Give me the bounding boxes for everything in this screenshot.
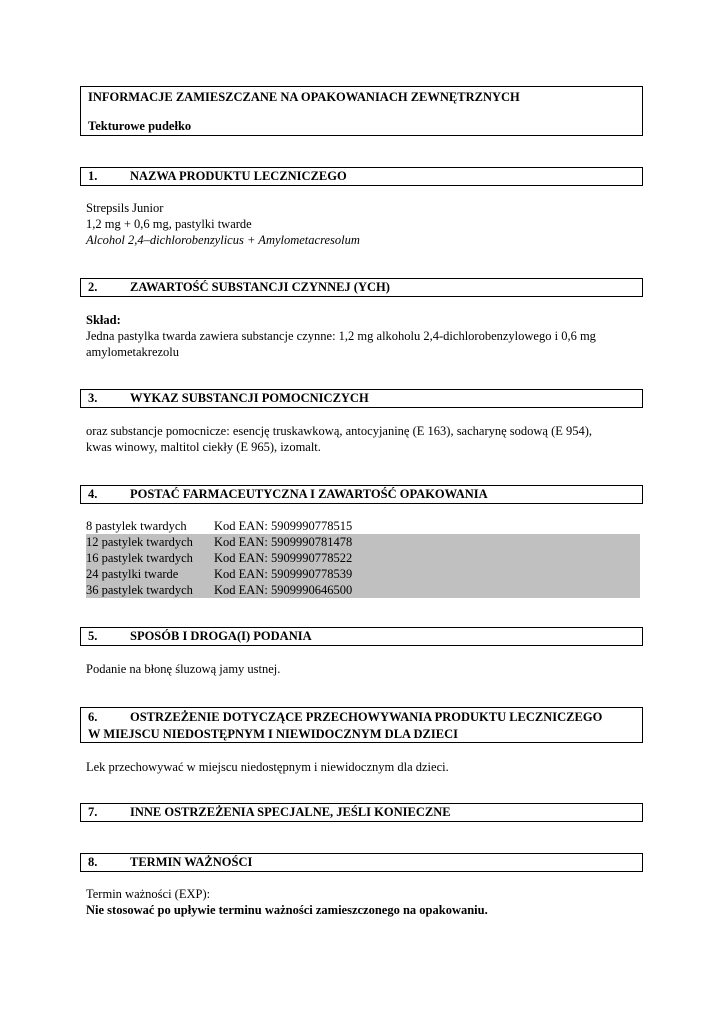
- section-title: NAZWA PRODUKTU LECZNICZEGO: [130, 169, 347, 183]
- section-7-heading: [80, 803, 643, 822]
- section-number: 1.: [88, 169, 98, 183]
- excipients-line: kwas winowy, maltitol ciekły (E 965), izomalt.: [86, 440, 321, 454]
- pack-row: [86, 582, 640, 598]
- section-title: WYKAZ SUBSTANCJI POMOCNICZYCH: [130, 391, 369, 405]
- expiry-warning: Nie stosować po upływie terminu ważności zamieszczonego na opakowaniu.: [86, 903, 488, 917]
- section-title: ZAWARTOŚĆ SUBSTANCJI CZYNNEJ (YCH): [130, 280, 390, 294]
- composition-text-line: Jedna pastylka twarda zawiera substancje czynne: 1,2 mg alkoholu 2,4-dichlorobenzylowego i 0,6 mg: [86, 329, 596, 343]
- expiry-label: Termin ważności (EXP):: [86, 887, 211, 901]
- section-1-heading: [80, 167, 643, 186]
- ean-code: Kod EAN: 5909990778539: [214, 567, 353, 581]
- pack-size: 8 pastylek twardych: [86, 519, 187, 533]
- section-title: POSTAĆ FARMACEUTYCZNA I ZAWARTOŚĆ OPAKOWANIA: [130, 487, 488, 501]
- product-latin-name: Alcohol 2,4–dichlorobenzylicus + Amylometacresolum: [86, 233, 360, 247]
- pack-size: 24 pastylki twarde: [86, 567, 179, 581]
- section-3-body: [86, 423, 592, 455]
- section-2-heading: [80, 278, 643, 297]
- section-number: 3.: [88, 391, 98, 405]
- section-number: 2.: [88, 280, 98, 294]
- header-box: [80, 86, 643, 136]
- composition-text-line: amylometakrezolu: [86, 345, 180, 359]
- composition-label: Skład:: [86, 313, 121, 327]
- section-2-body: [86, 312, 596, 360]
- section-title-continued: W MIEJSCU NIEDOSTĘPNYM I NIEWIDOCZNYM DLA DZIECI: [88, 727, 458, 741]
- section-6-heading: [80, 707, 643, 743]
- excipients-line: oraz substancje pomocnicze: esencję truskawkową, antocyjaninę (E 163), sacharynę sodową (E 954),: [86, 424, 593, 438]
- section-8-body: [86, 886, 488, 918]
- section-6-body: [86, 759, 449, 775]
- storage-warning-text: Lek przechowywać w miejscu niedostępnym i niewidocznym dla dzieci.: [86, 760, 449, 774]
- pack-row: [86, 550, 640, 566]
- section-3-heading: [80, 389, 643, 408]
- page-title: INFORMACJE ZAMIESZCZANE NA OPAKOWANIACH ZEWNĘTRZNYCH: [88, 90, 520, 104]
- pack-size: 16 pastylek twardych: [86, 551, 193, 565]
- pack-table: [86, 518, 640, 598]
- ean-code: Kod EAN: 5909990778522: [214, 551, 353, 565]
- page-subtitle: Tekturowe pudełko: [88, 119, 192, 133]
- section-8-heading: [80, 853, 643, 872]
- section-number: 7.: [88, 805, 98, 819]
- pack-row: [86, 534, 640, 550]
- section-number: 4.: [88, 487, 98, 501]
- section-title: SPOSÓB I DROGA(I) PODANIA: [130, 629, 312, 643]
- pack-row: [86, 566, 640, 582]
- pack-size: 36 pastylek twardych: [86, 583, 193, 597]
- section-number: 5.: [88, 629, 98, 643]
- section-5-heading: [80, 627, 643, 646]
- ean-code: Kod EAN: 5909990781478: [214, 535, 353, 549]
- section-number: 6.: [88, 710, 98, 724]
- section-5-body: [86, 661, 280, 677]
- section-title: TERMIN WAŻNOŚCI: [130, 855, 253, 869]
- pack-row: [86, 518, 640, 534]
- ean-code: Kod EAN: 5909990646500: [214, 583, 353, 597]
- ean-code: Kod EAN: 5909990778515: [214, 519, 353, 533]
- section-1-body: [86, 200, 360, 248]
- section-title: OSTRZEŻENIE DOTYCZĄCE PRZECHOWYWANIA PRODUKTU LECZNICZEGO: [130, 710, 603, 724]
- section-title: INNE OSTRZEŻENIA SPECJALNE, JEŚLI KONIECZNE: [130, 805, 451, 819]
- product-name: Strepsils Junior: [86, 201, 164, 215]
- pack-size: 12 pastylek twardych: [86, 535, 193, 549]
- administration-text: Podanie na błonę śluzową jamy ustnej.: [86, 662, 281, 676]
- section-number: 8.: [88, 855, 98, 869]
- product-strength: 1,2 mg + 0,6 mg, pastylki twarde: [86, 217, 252, 231]
- section-4-heading: [80, 485, 643, 504]
